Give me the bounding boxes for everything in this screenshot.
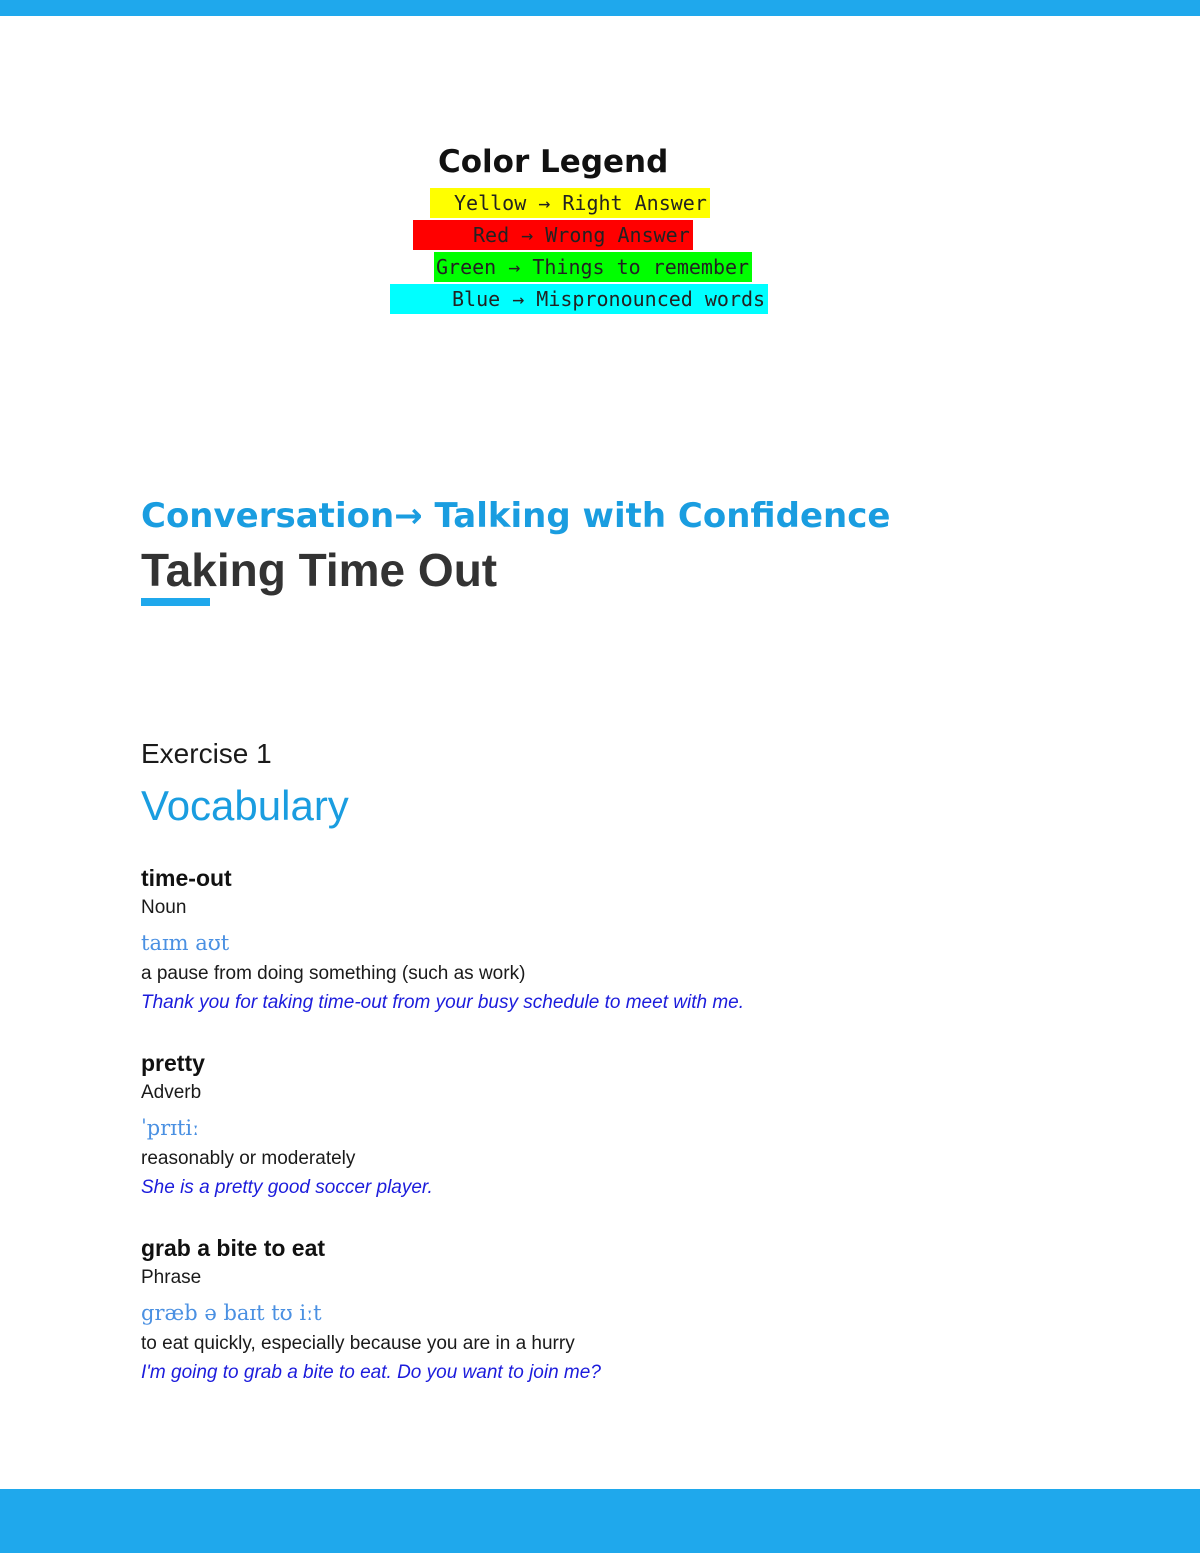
vocab-entry [141,864,1041,1017]
vocab-pronunciation: ˈprɪtiː [141,1116,200,1140]
vocab-example: She is a pretty good soccer player. [141,1177,433,1198]
lesson-subtitle: Conversation→ Talking with Confidence [141,496,891,536]
legend-item-yellow: Yellow → Right Answer [430,188,710,218]
vocab-pronunciation: græb ə baɪt tʊ iːt [141,1301,322,1325]
vocab-definition: to eat quickly, especially because you are in a hurry [141,1333,575,1354]
bottom-accent-bar [0,1489,1200,1553]
vocab-example: I'm going to grab a bite to eat. Do you want to join me? [141,1362,601,1383]
vocab-term: pretty [141,1050,205,1076]
legend-item-blue: Blue → Mispronounced words [390,284,768,314]
vocab-example: Thank you for taking time-out from your busy schedule to meet with me. [141,992,744,1013]
vocab-term: time-out [141,865,232,891]
vocab-entry [141,1049,1041,1202]
vocab-entry [141,1234,1041,1387]
legend-title: Color Legend [438,144,669,180]
vocab-part-of-speech: Adverb [141,1082,202,1103]
vocab-term: grab a bite to eat [141,1235,326,1261]
vocab-definition: reasonably or moderately [141,1148,356,1169]
exercise-label: Exercise 1 [141,738,272,769]
vocab-part-of-speech: Phrase [141,1267,202,1288]
vocab-part-of-speech: Noun [141,897,187,918]
vocab-definition: a pause from doing something (such as work) [141,963,526,984]
vocab-pronunciation: taɪm aʊt [141,931,230,955]
legend-item-red: Red → Wrong Answer [413,220,693,250]
title-underline [141,598,210,606]
top-accent-bar [0,0,1200,16]
page-title: Taking Time Out [141,544,498,596]
legend-item-green: Green → Things to remember [434,252,752,282]
exercise-title: Vocabulary [141,782,349,829]
